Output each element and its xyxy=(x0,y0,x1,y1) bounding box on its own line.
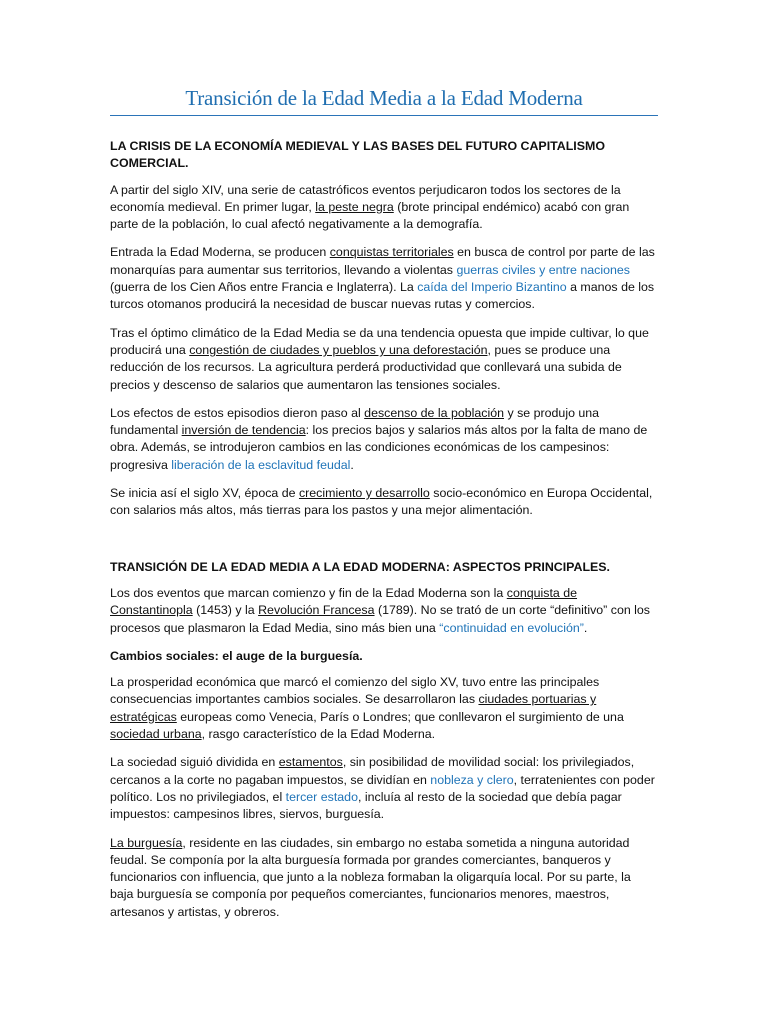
highlight-caida-imperio: caída del Imperio Bizantino xyxy=(417,280,567,295)
section1-paragraph-5: Se inicia así el siglo XV, época de crecimiento y desarrollo socio-económico en Europa Occidental, con salarios más altos, más tierras para los pastos y una mejor alimentación. xyxy=(110,486,653,518)
section1-paragraph-4: Los efectos de estos episodios dieron paso al descenso de la población y se produjo una fundamental inversión de tendencia: los precios bajos y salarios más altos por la falta de mano de obra. Además, se introdujeron cambios en las condiciones económicas de los campesinos: progresiva liberación de la esclavitud feudal. xyxy=(110,405,648,472)
section2-paragraph-4: La burguesía, residente en las ciudades, sin embargo no estaba sometida a ninguna autoridad feudal. Se componía por la alta burguesía formada por grandes comerciantes, banqueros y funcionarios con influencia, que junto a la nobleza formaban la oligarquía local. Por su parte, la baja burguesía se componía por pequeños comerciantes, funcionarios menores, maestros, artesanos y artistas, y obreros. xyxy=(110,835,631,919)
term-conquista-constantinopla: conquista de Constantinopla xyxy=(110,585,578,618)
document-title: Transición de la Edad Media a la Edad Moderna xyxy=(185,86,583,110)
section2-subheading: Cambios sociales: el auge de la burguesía. xyxy=(110,648,363,663)
term-conquistas-territoriales: conquistas territoriales xyxy=(329,245,454,260)
highlight-guerras: guerras civiles y entre naciones xyxy=(456,262,630,277)
section-gap xyxy=(110,531,656,559)
highlight-tercer-estado: tercer estado xyxy=(285,789,358,804)
highlight-continuidad: “continuidad en evolución” xyxy=(439,620,584,635)
section2-paragraph-1: Los dos eventos que marcan comienzo y fin de la Edad Moderna son la conquista de Constantinopla (1453) y la Revolución Francesa (1789). No se trató de un corte “definitivo” con los procesos que plasmaron la Edad Media, sino más bien una “continuidad en evolución”. xyxy=(110,585,651,635)
section1-paragraph-1: A partir del siglo XIV, una serie de catastróficos eventos perjudicaron todos los sectores de la economía medieval. En primer lugar, la peste negra (brote principal endémico) acabó con gran parte de la población, lo cual afectó negativamente a la demografía. xyxy=(110,182,630,232)
term-sociedad-urbana: sociedad urbana xyxy=(110,727,202,742)
highlight-liberacion: liberación de la esclavitud feudal xyxy=(171,457,351,472)
term-peste-negra: la peste negra xyxy=(315,199,394,214)
section1-paragraph-3: Tras el óptimo climático de la Edad Media se da una tendencia opuesta que impide cultivar, lo que producirá una congestión de ciudades y pueblos y una deforestación, pues se produce una reducción de los recursos. La agricultura perderá productividad que conllevará una subida de precios y descenso de salarios que aumentaron las tensiones sociales. xyxy=(110,325,649,392)
section2-paragraph-2: La prosperidad económica que marcó el comienzo del siglo XV, tuvo entre las principales consecuencias importantes cambios sociales. Se desarrollaron las ciudades portuarias y estratégicas europeas como Venecia, París o Londres; que conllevaron el surgimiento de una sociedad urbana, rasgo característico de la Edad Moderna. xyxy=(110,675,624,742)
section2-heading: TRANSICIÓN DE LA EDAD MEDIA A LA EDAD MODERNA: ASPECTOS PRINCIPALES. xyxy=(110,559,611,574)
section1-paragraph-2: Entrada la Edad Moderna, se producen conquistas territoriales en busca de control por parte de las monarquías para aumentar sus territorios, llevando a violentas guerras civiles y entre naciones (guerra de los Cien Años entre Francia e Inglaterra). La caída del Imperio Bizantino a manos de los turcos otomanos producirá la necesidad de buscar nuevas rutas y comercios. xyxy=(110,245,655,312)
term-descenso-poblacion: descenso de la población xyxy=(364,405,505,420)
term-ciudades-portuarias: ciudades portuarias y estratégicas xyxy=(110,692,597,724)
section1-heading: LA CRISIS DE LA ECONOMÍA MEDIEVAL Y LAS BASES DEL FUTURO CAPITALISMO COMERCIAL. xyxy=(110,139,605,171)
term-crecimiento: crecimiento y desarrollo xyxy=(298,486,430,501)
document-body xyxy=(110,138,656,932)
term-estamentos: estamentos xyxy=(278,755,343,770)
term-la-burguesia: La burguesía xyxy=(110,835,183,850)
term-congestion: congestión de ciudades y pueblos y una deforestación xyxy=(189,342,488,357)
section2-paragraph-3: La sociedad siguió dividida en estamentos, sin posibilidad de movilidad social: los privilegiados, cercanos a la corte no pagaban impuestos, se dividían en nobleza y clero, terratenientes con poder político. Los no privilegiados, el tercer estado, incluía al resto de la sociedad que debía pagar impuestos: campesinos libres, siervos, burguesía. xyxy=(110,755,655,822)
term-revolucion-francesa: Revolución Francesa xyxy=(258,603,375,618)
title-underline-divider xyxy=(110,115,658,116)
term-inversion-tendencia: inversión de tendencia xyxy=(181,423,306,438)
highlight-nobleza-clero: nobleza y clero xyxy=(430,772,514,787)
